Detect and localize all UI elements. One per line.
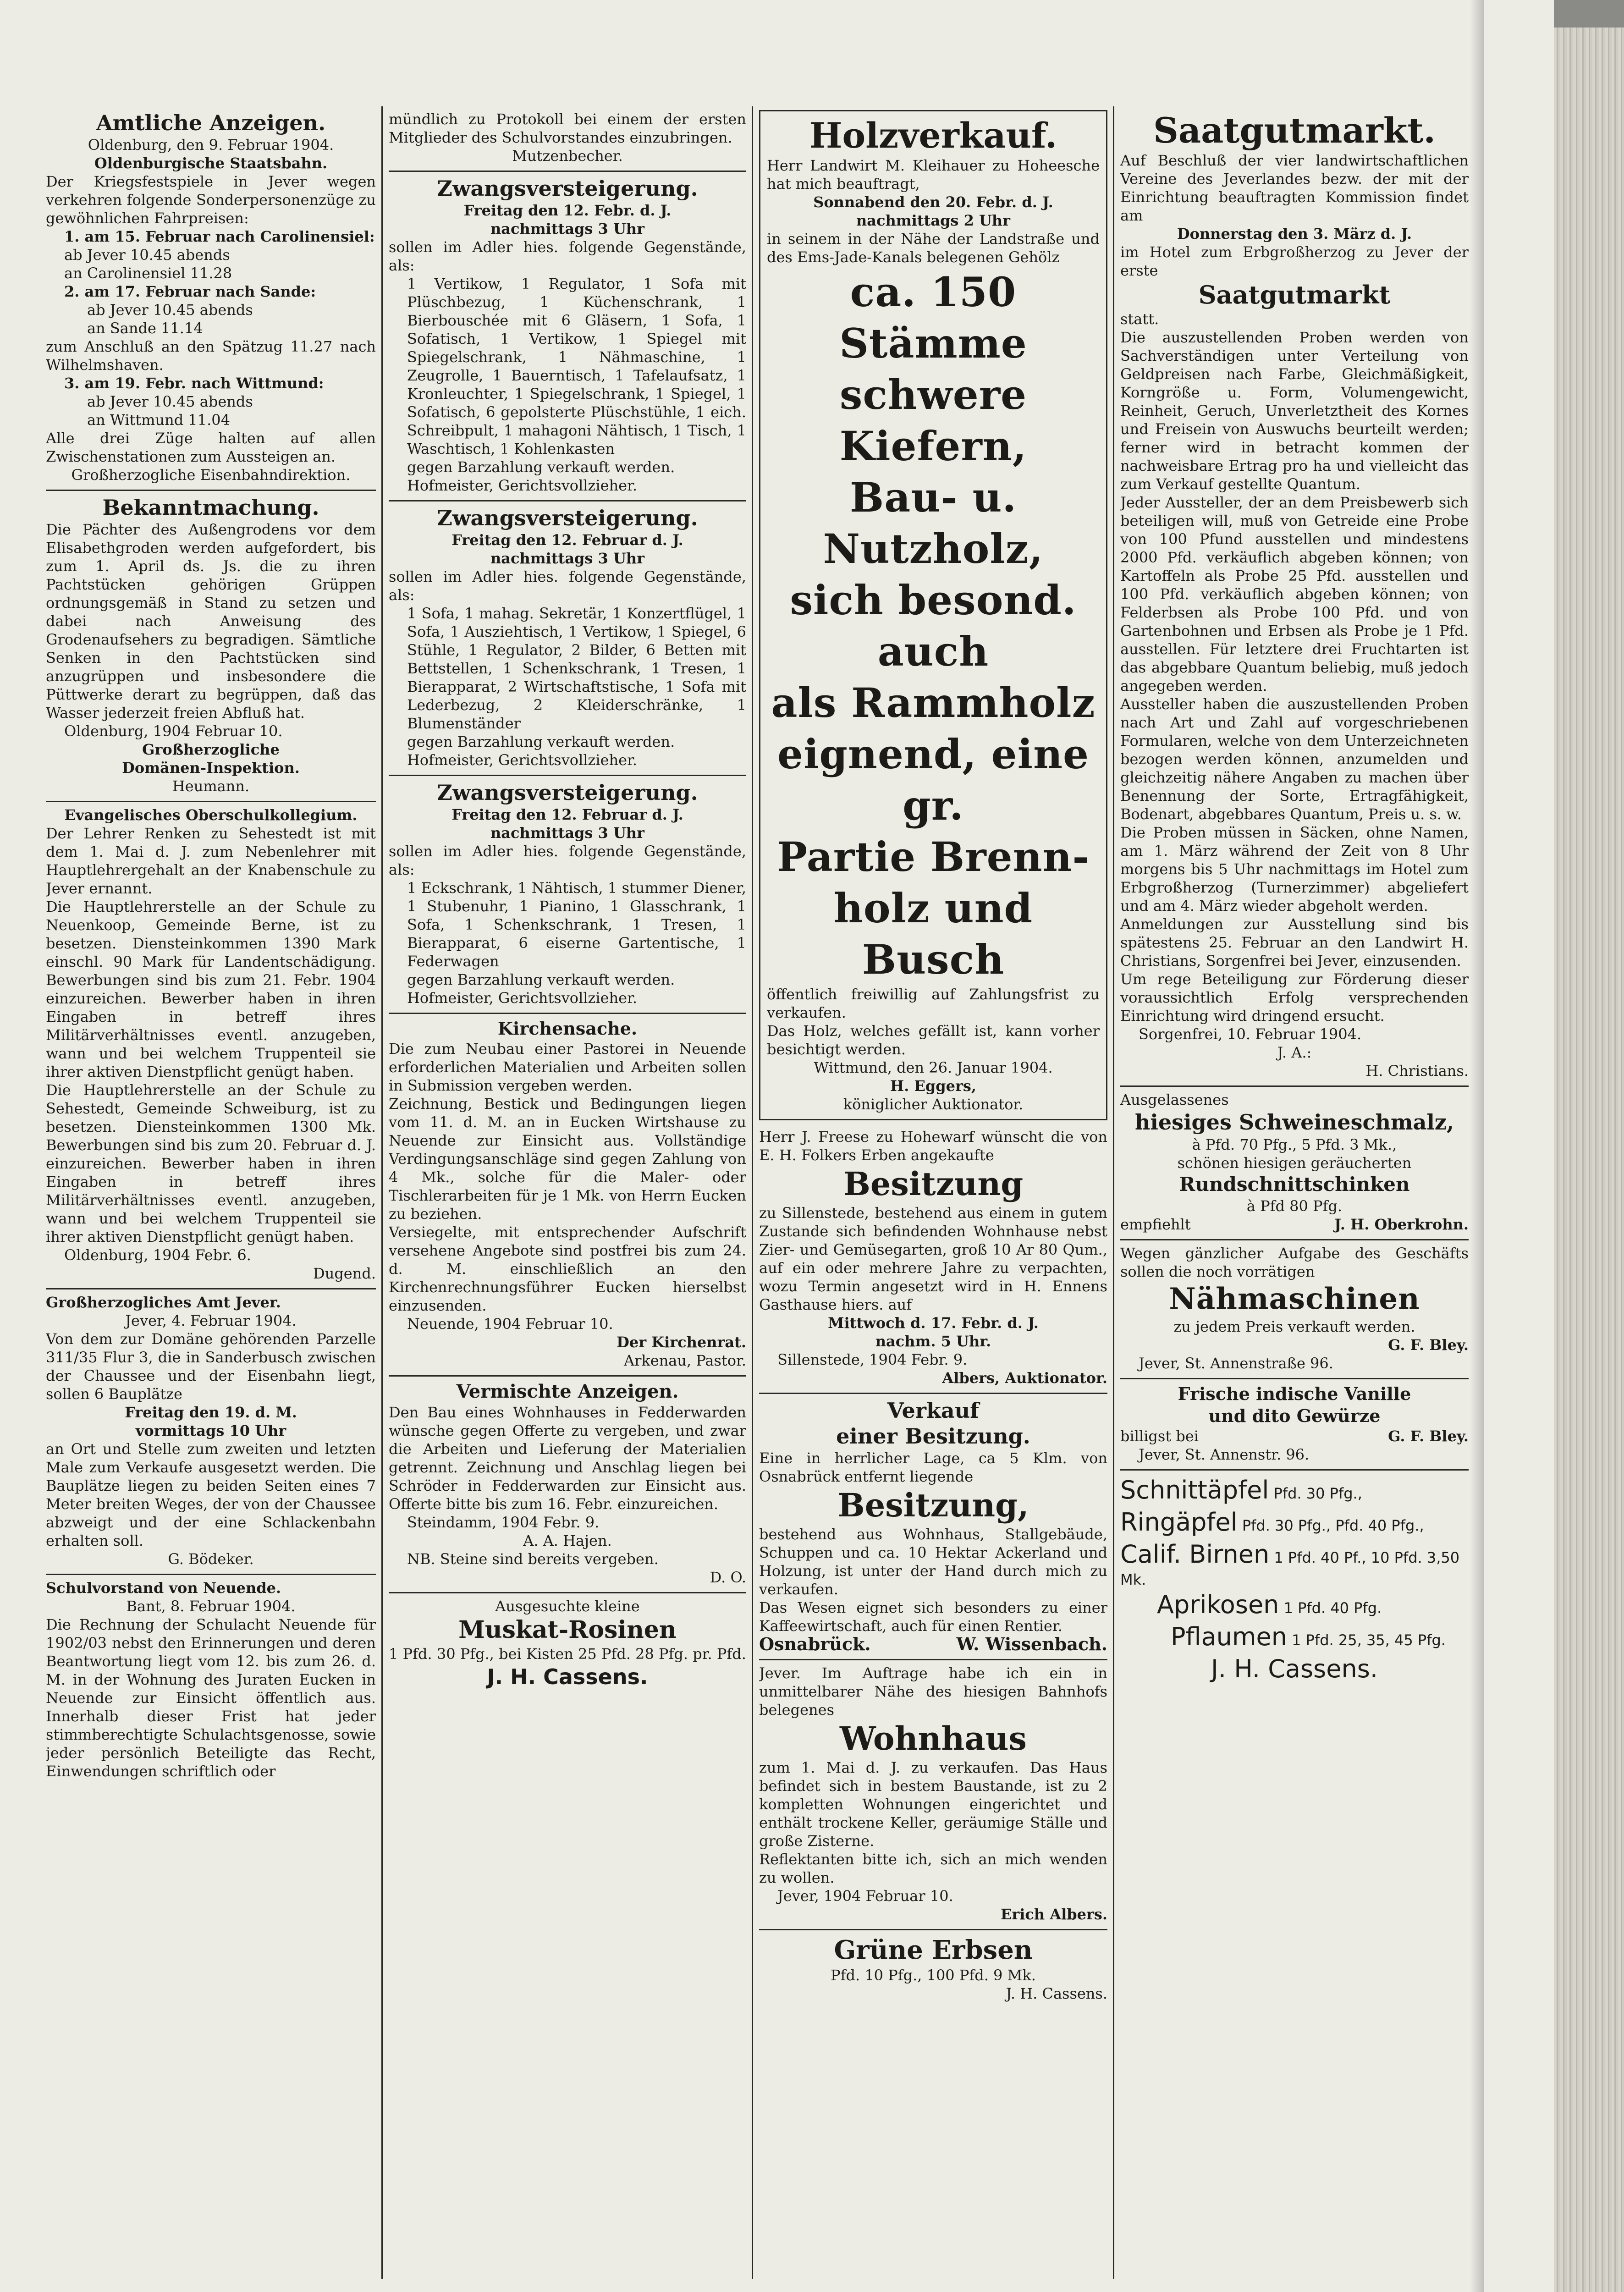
ad-heading: Besitzung — [843, 1165, 1024, 1203]
section-heading: Schulvorstand von Neuende. — [46, 1579, 281, 1597]
auction-date: Mittwoch d. 17. Febr. d. J. — [828, 1314, 1039, 1332]
ad-heading: Wohnhaus — [840, 1719, 1027, 1758]
signature: Hofmeister, Gerichtsvollzieher. — [407, 477, 638, 494]
product-price: Pfd. 30 Pfg., — [1273, 1485, 1362, 1502]
paragraph: Die Hauptlehrerstelle an der Schule zu Neuenkoop, Gemeinde Berne, ist zu besetzen. Diensteinkommen 1390 Mark einschl. 90 Mark für Landentschädigung. Bewerbungen sind bis zum 21. Febr. 1904 einzureichen. Bewerber haben in ihren Eingaben in betreff ihres Militärverhältnisses eventl. anzugeben, wann und bei welchem Truppenteil sie ihrer aktiven Dienstpflicht genügt haben. — [46, 898, 376, 1080]
firm-name: J. H. Cassens. — [1006, 1985, 1107, 2002]
ad-heading: Frische indische Vanille — [1178, 1383, 1411, 1404]
timetable-row: ab Jever 10.45 abends — [64, 246, 230, 264]
product-name: Schnittäpfel — [1120, 1476, 1269, 1504]
product-name: Pflaumen — [1171, 1622, 1287, 1651]
vanille-ad — [1120, 1379, 1469, 1471]
signature-name: G. F. Bley. — [1388, 1427, 1469, 1445]
auction-time: nachm. 5 Uhr. — [875, 1333, 991, 1350]
paragraph: sollen im Adler hies. folgende Gegenstände, als: — [389, 843, 746, 878]
zwangsversteigerung-1 — [389, 172, 746, 501]
item-list: 1 Sofa, 1 mahag. Sekretär, 1 Konzertflügel, 1 Sofa, 1 Ausziehtisch, 1 Vertikow, 1 Spiegel, 6 Stühle, 1 Regulator, 2 Bilder, 6 Betten mit Bettstellen, 1 Schenkschrank, 1 Tresen, 1 Bierapparat, 2 Wirtschaftstische, 1 Sofa mit Lederbezug, 2 Kleiderschränke, 1 Blumenständer — [407, 605, 746, 732]
ad-heading: Holzverkauf. — [809, 115, 1057, 156]
display-line: sich besond. auch — [790, 576, 1077, 675]
paragraph: Die Proben müssen in Säcken, ohne Namen, am 1. März während der Zeit von 8 Uhr morgens bis 5 Uhr nachmittags im Hotel zum Erbgroßherzog (Turnerzimmer) abgeliefert und am 4. März wieder abgeholt werden. — [1120, 824, 1469, 915]
timetable-row: ab Jever 10.45 abends — [87, 301, 253, 319]
paragraph: Wegen gänzlicher Aufgabe des Geschäfts sollen die noch vorrätigen — [1120, 1245, 1469, 1280]
signature-name: Heumann. — [172, 777, 250, 795]
paragraph: Jever. Im Auftrage habe ich ein in unmittelbarer Nähe des hiesigen Bahnhofs belegenes — [759, 1664, 1107, 1719]
dateline: Oldenburg, 1904 Februar 10. — [64, 722, 283, 740]
dateline: Bant, 8. Februar 1904. — [126, 1598, 296, 1615]
firm-name: J. H. Cassens. — [487, 1664, 648, 1689]
place-name: Osnabrück. — [759, 1634, 871, 1654]
paragraph: schönen hiesigen geräucherten — [1177, 1154, 1412, 1172]
ad-heading: Besitzung, — [837, 1486, 1029, 1524]
paragraph: statt. — [1120, 310, 1159, 328]
paragraph: im Hotel zum Erbgroßherzog zu Jever der erste — [1120, 243, 1469, 279]
paragraph: Der Kriegsfestspiele in Jever wegen verkehren folgende Sonderpersonenzüge zu gewöhnlichen Fahrpreisen: — [46, 173, 376, 227]
paragraph: Das Wesen eignet sich besonders zu einer Kaffeewirtschaft, auch für einen Rentier. — [759, 1599, 1107, 1635]
paragraph: Den Bau eines Wohnhauses in Fedderwarden wünsche gegen Offerte zu vergeben, und zwar die Arbeiten und Lieferung der Materialien getrennt. Zeichnung und Anschlag liegen bei Schröder in Fedderwarden zur Einsicht aus. Offerte bitte bis zum 16. Febr. einzureichen. — [389, 1404, 746, 1513]
book-edge — [1554, 28, 1624, 2292]
ad-heading: Rundschnittschinken — [1179, 1173, 1410, 1196]
section-heading: Bekanntmachung. — [102, 495, 319, 520]
paragraph: Das Holz, welches gefällt ist, kann vorher besichtigt werden. — [767, 1022, 1100, 1058]
column-rule — [1113, 106, 1114, 2279]
display-line: als Rammholz — [771, 679, 1096, 727]
ad-heading: Muskat-Rosinen — [458, 1616, 677, 1644]
section-heading: Zwangsversteigerung. — [437, 780, 698, 805]
gruene-erbsen-ad — [759, 1930, 1107, 2008]
signature: Hofmeister, Gerichtsvollzieher. — [407, 751, 638, 769]
paragraph: gegen Barzahlung verkauft werden. — [407, 458, 675, 476]
section-heading: Vermischte Anzeigen. — [456, 1381, 679, 1402]
ad-heading: Verkauf — [887, 1398, 979, 1423]
signature-name: D. O. — [710, 1569, 746, 1586]
column-3 — [759, 106, 1107, 2279]
signature-name: Mutzenbecher. — [512, 147, 623, 165]
price-line: à Pfd 80 Pfg. — [1246, 1197, 1343, 1215]
amtliche-anzeigen — [46, 106, 376, 491]
display-line: Bau- u. Nutzholz, — [823, 474, 1044, 573]
signature-name: A. A. Hajen. — [523, 1532, 612, 1549]
auction-date: Freitag den 12. Februar d. J. — [451, 531, 683, 549]
signature-name: Erich Albers. — [1000, 1906, 1107, 1923]
signature-name: G. Bödeker. — [168, 1550, 254, 1568]
section-heading: Großherzogliches Amt Jever. — [46, 1294, 281, 1311]
paragraph: Der Lehrer Renken zu Sehestedt ist mit dem 1. Mai d. J. zum Nebenlehrer mit Hauptlehrergehalt an der Knabenschule zu Jever ernannt. — [46, 825, 376, 897]
kirchensache — [389, 1014, 746, 1377]
paragraph: mündlich zu Protokoll bei einem der ersten Mitglieder des Schulvorstandes einzubringen. — [389, 110, 746, 146]
signature-role: königlicher Auktionator. — [843, 1096, 1024, 1113]
paragraph: NB. Steine sind bereits vergeben. — [407, 1550, 659, 1568]
paragraph: Um rege Beteiligung zur Förderung dieser voraussichtlich Erfolg versprechenden Einrichtung wird dringend ersucht. — [1120, 970, 1469, 1025]
signature-name: Dugend. — [313, 1265, 376, 1282]
auction-date: Freitag den 12. Februar d. J. — [451, 806, 683, 823]
paragraph: gegen Barzahlung verkauft werden. — [407, 971, 675, 988]
train-title: 1. am 15. Februar nach Carolinensiel: — [64, 228, 375, 245]
bekanntmachung — [46, 491, 376, 802]
signature-name: J. H. Oberkrohn. — [1334, 1216, 1469, 1233]
paragraph: Auf Beschluß der vier landwirtschaftlichen Vereine des Jeverlandes bezw. der mit der Einrichtung beauftragten Kommission findet am — [1120, 152, 1469, 224]
dried-fruit-ad — [1120, 1471, 1469, 1691]
paragraph: sollen im Adler hies. folgende Gegenstände, als: — [389, 238, 746, 274]
schulvorstand-continued — [389, 106, 746, 172]
firm-name: J. H. Cassens. — [1211, 1654, 1378, 1683]
product-price: 1 Pfd. 25, 35, 45 Pfg. — [1292, 1631, 1446, 1649]
auction-time: nachmittags 3 Uhr — [490, 220, 645, 237]
dateline: Sorgenfrei, 10. Februar 1904. — [1139, 1025, 1362, 1043]
train-title: 2. am 17. Februar nach Sande: — [64, 283, 316, 300]
item-list: 1 Eckschrank, 1 Nähtisch, 1 stummer Diener, 1 Stubenuhr, 1 Pianino, 1 Glasschrank, 1 Sofa, 1 Schenkschrank, 1 Tresen, 1 Bierapparat, 6 eiserne Gartentische, 1 Federwagen — [407, 879, 746, 970]
display-line: Saatgutmarkt — [1198, 280, 1391, 309]
paragraph: bestehend aus Wohnhaus, Stallgebäude, Schuppen und ca. 10 Hektar Ackerland und Holzung, ist unter der Hand durch mich zu verkaufen. — [759, 1526, 1107, 1598]
signature: J. A.: — [1277, 1044, 1312, 1061]
dateline: Wittmund, den 26. Januar 1904. — [814, 1059, 1053, 1076]
ad-heading: einer Besitzung. — [836, 1424, 1030, 1449]
display-line: holz und Busch — [833, 884, 1033, 983]
signature-name: G. F. Bley. — [1388, 1336, 1469, 1354]
vermischte-anzeigen — [389, 1377, 746, 1593]
signature-name: W. Wissenbach. — [956, 1634, 1107, 1654]
paragraph: zum 1. Mai d. J. zu verkaufen. Das Haus befindet sich in bestem Baustande, ist zu 2 kompletten Wohnungen eingerichtet und enthält trockene Keller, geräumige Ställe und große Zisterne. — [759, 1759, 1107, 1850]
zwangsversteigerung-2 — [389, 501, 746, 776]
paragraph: Alle drei Züge halten auf allen Zwischenstationen zum Aussteigen an. — [46, 430, 376, 465]
price-line: à Pfd. 70 Pfg., 5 Pfd. 3 Mk., — [1192, 1136, 1397, 1153]
section-heading: Amtliche Anzeigen. — [96, 110, 326, 135]
column-2 — [389, 106, 746, 2279]
authority: Oldenburgische Staatsbahn. — [94, 154, 328, 172]
product-price: Pfd. 30 Pfg., Pfd. 40 Pfg., — [1242, 1517, 1424, 1534]
display-line: ca. 150 Stämme — [839, 268, 1027, 367]
paragraph: gegen Barzahlung verkauft werden. — [407, 733, 675, 750]
dateline: Jever, 4. Februar 1904. — [125, 1312, 297, 1329]
display-line: eignend, eine gr. — [777, 730, 1090, 829]
paragraph: empfiehlt — [1120, 1216, 1191, 1233]
display-line: Partie Brenn- — [776, 833, 1090, 881]
signature-name: H. Christians. — [1365, 1062, 1469, 1080]
paragraph: in seinem in der Nähe der Landstraße und des Ems-Jade-Kanals belegenen Gehölz — [767, 230, 1100, 266]
paragraph: Reflektanten bitte ich, sich an mich wenden zu wollen. — [759, 1851, 1107, 1886]
display-line: schwere Kiefern, — [839, 371, 1027, 470]
column-rule — [752, 106, 753, 2279]
paragraph: Aussteller haben die auszustellenden Proben nach Art und Zahl auf vorgeschriebenen Formularen, welche von dem Unterzeichneten bezogen werden können, anzumelden und gleichzeitig nähere Angaben zu machen über Benennung der Sorte, Ertragfähigkeit, Bodenart, abgebbares Quantum, Preis u. s. w. — [1120, 695, 1469, 823]
column-1 — [46, 106, 376, 2279]
auction-time: nachmittags 2 Uhr — [856, 212, 1011, 229]
ad-heading: Saatgutmarkt. — [1153, 110, 1436, 151]
paragraph: Anmeldungen zur Ausstellung sind bis spätestens 25. Februar an den Landwirt H. Christians, Sorgenfrei bei Jever, einzusenden. — [1120, 915, 1469, 970]
ad-heading: Nähmaschinen — [1169, 1282, 1420, 1316]
paragraph: Versiegelte, mit entsprechender Aufschrift versehene Angebote sind postfrei bis zum 24. d. M. einschließlich an den Kirchenrechnungsführer Eucken hierselbst einzusenden. — [389, 1223, 746, 1314]
dateline: Jever, 1904 Februar 10. — [777, 1887, 953, 1905]
signature-name: Arkenau, Pastor. — [623, 1352, 746, 1369]
paragraph: Zeichnung, Bestick und Bedingungen liegen vom 11. d. M. an in Eucken Wirtshause zu Neuende zur Einsicht aus. Vollständige Verdingungsanschläge sind gegen Zahlung von 4 Mk., solche für die Maler- oder Tischlerarbeiten für je 1 Mk. von Herrn Eucken zu beziehen. — [389, 1095, 746, 1223]
section-heading: Zwangsversteigerung. — [437, 176, 698, 201]
ad-pretitle: Ausgesuchte kleine — [495, 1598, 640, 1615]
muskat-rosinen-ad — [389, 1593, 746, 1696]
paragraph: Die Rechnung der Schulacht Neuende für 1902/03 nebst den Erinnerungen und deren Beantwortung liegt vom 12. bis zum 26. d. M. in der Wohnung des Juraten Eucken in Neuende zur Einsicht öffentlich aus. Innerhalb dieser Frist hat jeder stimmberechtigte Schulachtsgenosse, sowie jeder persönlich Beteiligte das Recht, Einwendungen schriftlich oder — [46, 1616, 376, 1780]
timetable-row: an Carolinensiel 11.28 — [64, 264, 232, 282]
paragraph: Die auszustellenden Proben werden von Sachverständigen unter Verteilung von Geldpreisen nach Farbe, Gleichmäßigkeit, Korngröße u. Form, Volumengewicht, Reinheit, Geruch, Unverletztheit des Kornes und Freisein von Auswuchs beurteilt werden; ferner wird in betracht kommen der nachweisbare Ertrag pro ha und vielleicht das zum Verkauf gestellte Quantum. — [1120, 329, 1469, 493]
column-rule — [381, 106, 383, 2279]
paragraph: Die Pächter des Außengrodens vor dem Elisabethgroden werden aufgefordert, bis zum 1. April ds. Js. die zu ihren Pachtstücken gehörigen Grüppen ordnungsgemäß in Stand zu setzen und dabei nach Anweisung des Grodenaufsehers zu begradigen. Sämtliche Senken in den Pachtstücken sind anzugrüppen und insbesondere die Püttwerke derart zu begrüppen, daß das Wasser jederzeit freien Abfluß hat. — [46, 521, 376, 722]
timetable-row: ab Jever 10.45 abends — [87, 393, 253, 410]
ad-heading: Grüne Erbsen — [834, 1935, 1033, 1965]
address: Jever, St. Annenstraße 96. — [1139, 1355, 1333, 1372]
product-name: Calif. Birnen — [1120, 1540, 1270, 1569]
price-line: 1 Pfd. 30 Pfg., bei Kisten 25 Pfd. 28 Pfg. pr. Pfd. — [389, 1645, 746, 1663]
paragraph: Herr J. Freese zu Hohewarf wünscht die von E. H. Folkers Erben angekaufte — [759, 1128, 1107, 1164]
naehmaschinen-ad — [1120, 1240, 1469, 1379]
item-list: 1 Vertikow, 1 Regulator, 1 Sofa mit Plüschbezug, 1 Küchenschrank, 1 Bierbouschée mit 6 Gläsern, 1 Sofa, 1 Sofatisch, 1 Vertikow, 1 Spiegel mit Spiegelschrank, 1 Nähmaschine, 1 Zeugrolle, 1 Bauerntisch, 1 Tafelaufsatz, 1 Kronleuchter, 1 Spiegelschrank, 1 Spiegel, 1 Sofatisch, 6 gepolsterte Plüschstühle, 1 eich. Schreibpult, 1 mahagoni Nähtisch, 1 Tisch, 1 Waschtisch, 1 Kohlenkasten — [407, 275, 746, 457]
holzverkauf-ad — [759, 110, 1107, 1120]
ad-pretitle: Ausgelassenes — [1120, 1091, 1229, 1108]
schulvorstand — [46, 1575, 376, 1786]
column-4 — [1120, 106, 1469, 2279]
dateline: Neuende, 1904 Februar 10. — [407, 1315, 613, 1333]
dateline: Steindamm, 1904 Febr. 9. — [407, 1514, 600, 1531]
section-heading: Kirchensache. — [497, 1018, 638, 1039]
dateline: Oldenburg, den 9. Februar 1904. — [88, 136, 334, 154]
timetable-row: an Sande 11.14 — [87, 320, 203, 337]
auction-date: Sonnabend den 20. Febr. d. J. — [813, 193, 1053, 211]
train-title: 3. am 19. Febr. nach Wittmund: — [64, 375, 324, 392]
auction-date: Freitag den 12. Febr. d. J. — [463, 202, 672, 219]
section-heading: Evangelisches Oberschulkollegium. — [64, 806, 358, 824]
ad-heading: hiesiges Schweineschmalz, — [1134, 1110, 1454, 1135]
besitzung-sillenstede — [759, 1124, 1107, 1394]
dateline: Oldenburg, 1904 Febr. 6. — [64, 1246, 251, 1264]
product-name: Ringäpfel — [1120, 1508, 1238, 1537]
paragraph: sollen im Adler hies. folgende Gegenstände, als: — [389, 568, 746, 604]
oberschulkollegium — [46, 802, 376, 1289]
paragraph: Die Hauptlehrerstelle an der Schule zu Sehestedt, Gemeinde Schweiburg, ist zu besetzen. Diensteinkommen 1300 Mk. Bewerbungen sind bis zum 20. Februar d. J. einzureichen. Bewerber haben in ihren Eingaben in betreff ihres Militärverhältnisses eventl. anzugeben, wann und bei welchem Truppenteil sie ihrer aktiven Dienstpflicht genügt haben. — [46, 1081, 376, 1245]
signature-name: H. Eggers, — [890, 1077, 977, 1095]
auction-time: vormittags 10 Uhr — [135, 1422, 286, 1439]
amt-jever — [46, 1289, 376, 1575]
zwangsversteigerung-3 — [389, 776, 746, 1014]
product-name: Aprikosen — [1157, 1590, 1279, 1619]
signature-name: Albers, Auktionator. — [942, 1369, 1107, 1387]
paragraph: an Ort und Stelle zum zweiten und letzten Male zum Verkaufe ausgesetzt werden. Die Bauplätze liegen zu beiden Seiten eines 7 Meter breiten Weges, der von der Chaussee abzweigt und der eine Schlackenbahn erhalten soll. — [46, 1440, 376, 1549]
paragraph: Herr Landwirt M. Kleihauer zu Hoheesche hat mich beauftragt, — [767, 157, 1100, 193]
auction-time: nachmittags 3 Uhr — [490, 824, 645, 842]
signature: Hofmeister, Gerichtsvollzieher. — [407, 989, 638, 1007]
wohnhaus-ad — [759, 1660, 1107, 1930]
signature: Großherzogliche — [142, 741, 280, 758]
paragraph: Die zum Neubau einer Pastorei in Neuende erforderlichen Materialien und Arbeiten sollen in Submission vergeben werden. — [389, 1040, 746, 1094]
timetable-row: zum Anschluß an den Spätzug 11.27 nach Wilhelmshaven. — [46, 338, 376, 374]
price-line: Pfd. 10 Pfg., 100 Pfd. 9 Mk. — [831, 1967, 1036, 1984]
signature: Großherzogliche Eisenbahndirektion. — [71, 466, 351, 484]
gutter-shadow — [1470, 0, 1484, 2292]
paragraph: billigst bei — [1120, 1427, 1199, 1445]
paragraph: zu Sillenstede, bestehend aus einem in gutem Zustande sich befindenden Wohnhause nebst Zier- und Gemüsegarten, groß 10 Ar 80 Qum., auf ein oder mehrere Jahre zu verpachten, wozu Termin angesetzt wird in H. Ennens Gasthause hiers. auf — [759, 1204, 1107, 1313]
besitzung-osnabrueck — [759, 1394, 1107, 1660]
product-price: 1 Pfd. 40 Pf., 10 Pfd. 3,50 Mk. — [1120, 1549, 1460, 1588]
address: Jever, St. Annenstr. 96. — [1139, 1446, 1310, 1463]
auction-time: nachmittags 3 Uhr — [490, 550, 645, 567]
market-date: Donnerstag den 3. März d. J. — [1177, 225, 1412, 242]
auction-date: Freitag den 19. d. M. — [125, 1404, 297, 1421]
schweineschmalz-ad — [1120, 1087, 1469, 1240]
product-price: 1 Pfd. 40 Pfg. — [1283, 1599, 1382, 1617]
paragraph: öffentlich freiwillig auf Zahlungsfrist zu verkaufen. — [767, 986, 1100, 1021]
paragraph: Jeder Aussteller, der an dem Preisbewerb sich beteiligen will, muß von Getreide eine Probe von 100 Pfund ausstellen und mindestens 2000 Pfd. verkäuflich abgeben können; von Kartoffeln als Probe 25 Pfd. ausstellen und 100 Pfd. verkäuflich abgeben können; von Felderbsen als Probe 100 Pfd. und von Gartenbohnen und Erbsen als Probe je 1 Pfd. ausstellen. Für letztere drei Fruchtarten ist das abgebbare Quantum beliebig, muß jedoch angegeben werden. — [1120, 494, 1469, 694]
paragraph: Von dem zur Domäne gehörenden Parzelle 311/35 Flur 3, die in Sanderbusch zwischen der Chaussee und der Eisenbahn liegt, sollen 6 Bauplätze — [46, 1330, 376, 1403]
section-heading: Zwangsversteigerung. — [437, 506, 698, 530]
signature: Der Kirchenrat. — [617, 1333, 746, 1351]
ad-heading: und dito Gewürze — [1208, 1405, 1381, 1426]
paragraph: zu jedem Preis verkauft werden. — [1173, 1318, 1415, 1335]
saatgutmarkt-ad — [1120, 106, 1469, 1087]
signature: Domänen-Inspektion. — [122, 759, 300, 777]
timetable-row: an Wittmund 11.04 — [87, 411, 230, 429]
dateline: Sillenstede, 1904 Febr. 9. — [777, 1351, 968, 1368]
paragraph: Eine in herrlicher Lage, ca 5 Klm. von Osnabrück entfernt liegende — [759, 1449, 1107, 1485]
